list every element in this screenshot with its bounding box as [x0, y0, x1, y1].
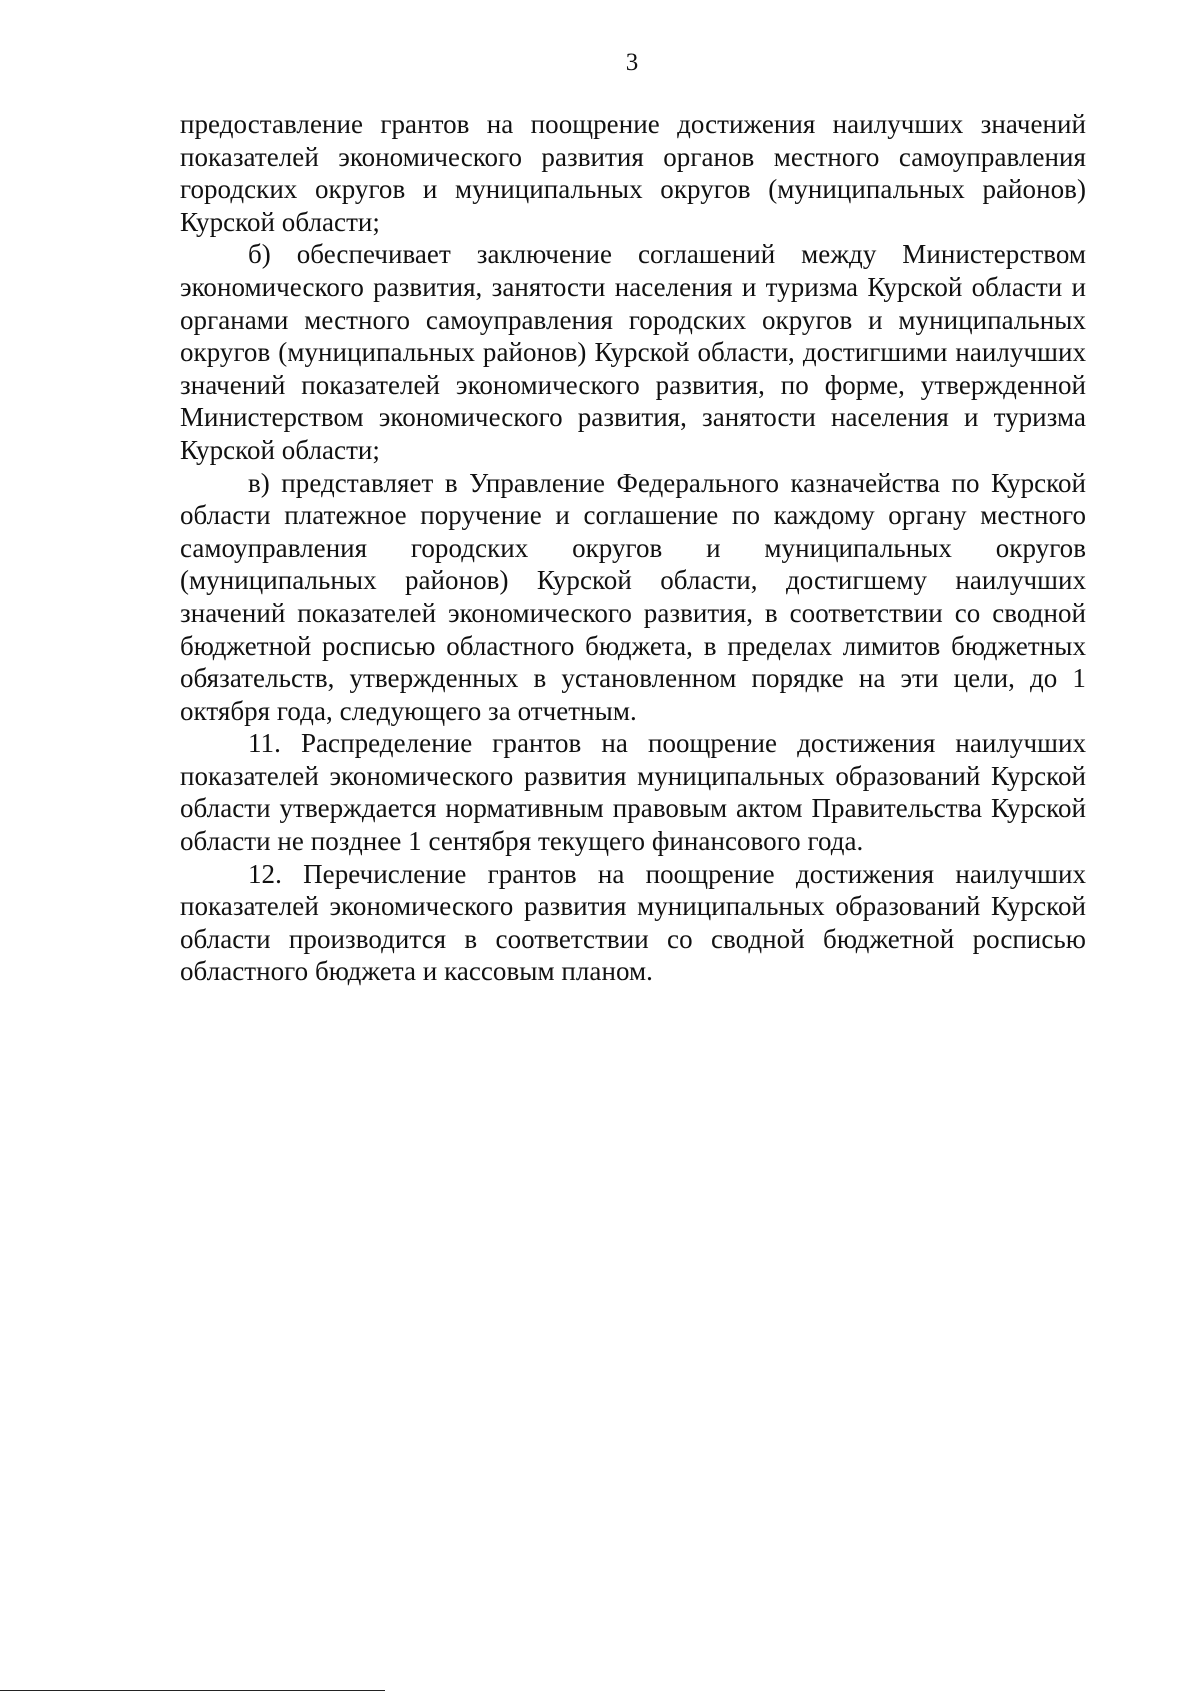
document-body	[180, 108, 1086, 988]
paragraph-clause-11: 11. Распределение грантов на поощрение достижения наилучших показателей экономического развития муниципальных образований Курской области утверждается нормативным правовым актом Правительства Курской области не позднее 1 сентября текущего финансового года.	[180, 728, 1086, 857]
paragraph-item-v: в) представляет в Управление Федерального казначейства по Курской области платежное поручение и соглашение по каждому органу местного самоуправления городских округов и муниципальных округов (муниципальных районов) Курской области, достигшему наилучших значений показателей экономического развития, в соответствии со сводной бюджетной росписью областного бюджета, в пределах лимитов бюджетных обязательств, утвержденных в установленном порядке на эти цели, до 1 октября года, следующего за отчетным.	[180, 467, 1086, 726]
paragraph-continuation: предоставление грантов на поощрение достижения наилучших значений показателей экономического развития органов местного самоуправления городских округов и муниципальных округов (муниципальных районов) Курской области;	[180, 109, 1086, 237]
bottom-divider	[0, 1690, 385, 1691]
paragraph-clause-12: 12. Перечисление грантов на поощрение достижения наилучших показателей экономического развития муниципальных образований Курской области производится в соответствии со сводной бюджетной росписью областного бюджета и кассовым планом.	[180, 858, 1086, 987]
paragraph-item-b: б) обеспечивает заключение соглашений между Министерством экономического развития, занятости населения и туризма Курской области и органами местного самоуправления городских округов и муниципальных округов (муниципальных районов) Курской области, достигшими наилучших значений показателей экономического развития, по форме, утвержденной Министерством экономического развития, занятости населения и туризма Курской области;	[180, 239, 1086, 465]
page-number: 3	[625, 49, 639, 76]
